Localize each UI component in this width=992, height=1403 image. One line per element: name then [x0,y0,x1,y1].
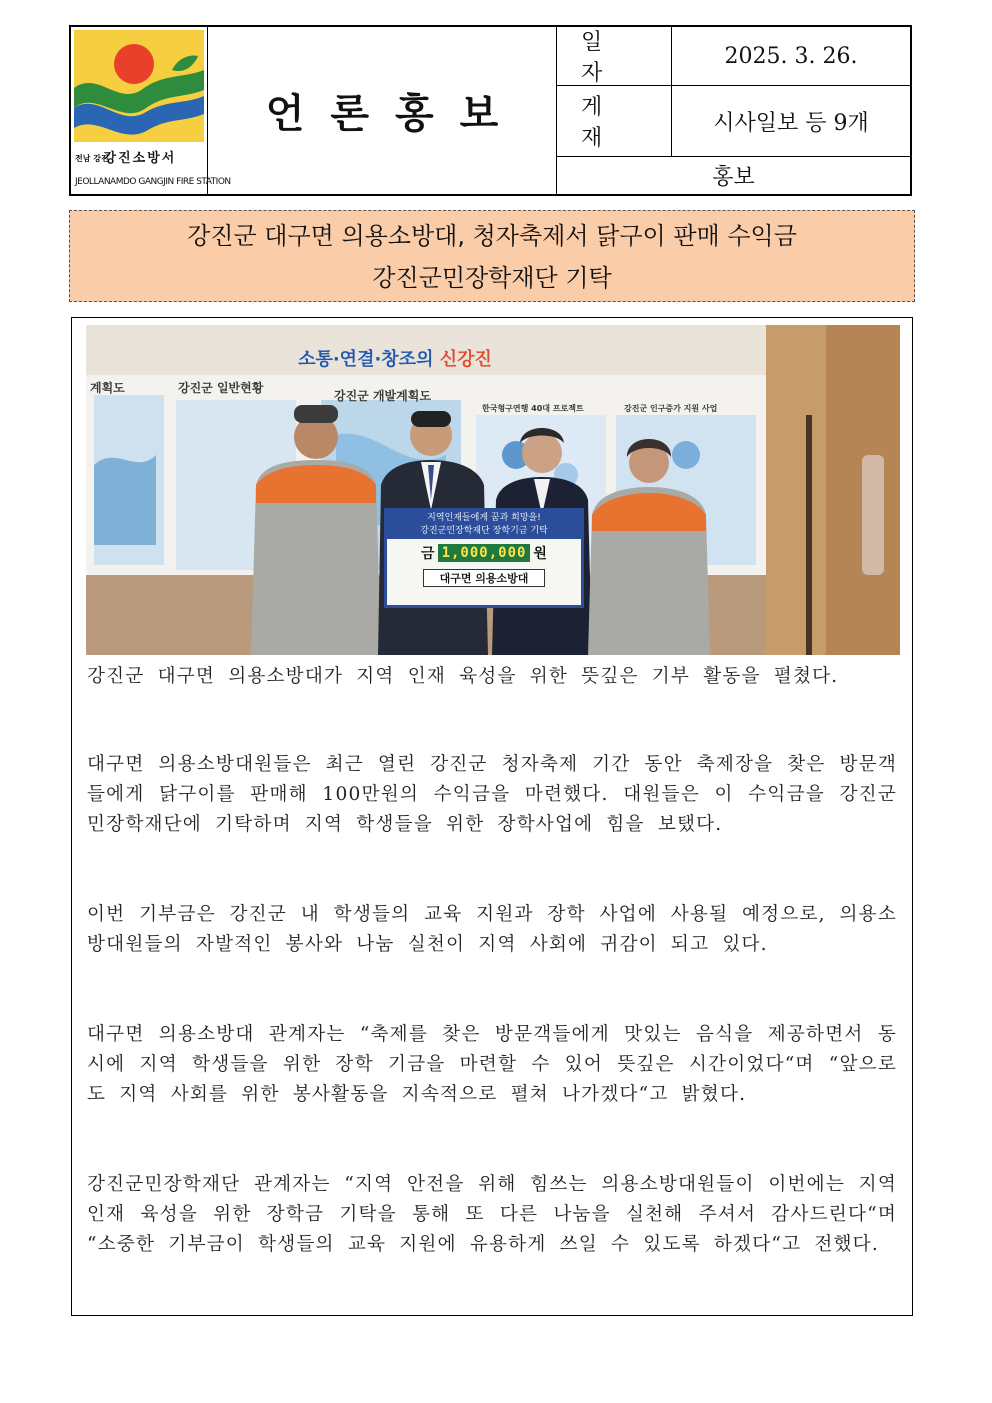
category-value: 홍보 [712,165,755,190]
headline-line2: 강진군민장학재단 기탁 [372,264,612,292]
header-table [69,25,912,196]
article-paragraph: 대구면 의용소방대원들은 최근 열린 강진군 청자축제 기간 동안 축제장을 찾은 방문객들에게 닭구이를 판매해 100만원의 수익금을 마련했다. 대원들은 이 수익금을 강진군민장학재단에 기탁하며 지역 학생들을 위한 장학사업에 힘을 보탰다. [87,754,897,835]
wall-label: 한국형구연행 40대 프로젝트 [482,404,584,413]
wall-label: 강진군 일반현황 [178,381,264,395]
sign-org: 대구면 의용소방대 [423,569,545,587]
info-cell [557,27,910,194]
sign-unit: 원 [533,546,547,562]
wall-title-main: 소통·연결·창조의 [298,349,434,370]
logo-cell [71,27,231,194]
article-paragraph: 강진군민장학재단 관계자는 “지역 안전을 위해 힘쓰는 의용소방대원들이 이번에는 지역 인재 육성을 위한 장학금 기탁을 통해 또 다른 나눔을 실천해 주셔서 감사드린다“며 “소중한 기부금이 학생들의 교육 지원에 유용하게 쓰일 수 있도록 하겠다“고 전했다. [87,1174,897,1255]
media-value: 시사일보 등 9개 [713,110,869,136]
logo-name-text: 강진소방서 [103,151,177,166]
headline-banner [69,210,915,302]
logo-org-name [75,147,176,166]
wall-label: 계획도 [90,381,125,395]
sign-line2: 강진군민장학재단 장학기금 기탁 [420,526,548,536]
article-paragraph: 대구면 의용소방대 관계자는 “축제를 찾은 방문객들에게 맛있는 음식을 제공하면서 동시에 지역 학생들을 위한 장학 기금을 마련할 수 있어 뜻깊은 시간이었다“며 “앞으로도 지역 사회를 위한 봉사활동을 지속적으로 펼쳐 나가겠다“고 밝혔다. [87,1024,897,1105]
sign-line1: 지역인재들에게 꿈과 희망을! [427,513,541,523]
sign-amount-row [387,543,581,563]
article-paragraph: 이번 기부금은 강진군 내 학생들의 교육 지원과 장학 사업에 사용될 예정으로, 의용소방대원들의 자발적인 봉사와 나눔 실천이 지역 사회에 귀감이 되고 있다. [87,904,897,955]
sign-header [387,511,581,539]
doc-title: 언론홍보 [265,90,525,137]
wall-title-accent: 신강진 [439,349,492,370]
date-value: 2025. 3. 26. [724,43,858,69]
wall-label: 강진군 개발계획도 [334,389,431,403]
logo-emblem-icon [74,30,204,142]
media-row [557,86,910,157]
date-label: 일자 [557,27,672,85]
media-label: 게재 [557,86,672,156]
article-paragraph: 강진군 대구면 의용소방대가 지역 인재 육성을 위한 뜻깊은 기부 활동을 펼쳤다. [87,666,839,687]
sign-amount: 1,000,000 [438,544,531,562]
headline-line1: 강진군 대구면 의용소방대, 청자축제서 닭구이 판매 수익금 [187,222,797,250]
wall-label: 강진군 인구증가 지원 사업 [624,404,718,413]
logo-prefix: 전남 강진 [75,153,109,163]
logo-english: JEOLLANAMDO GANGJIN FIRE STATION [75,177,231,187]
date-row [557,27,910,86]
wall-title [280,345,510,375]
sign-prefix: 금 [421,546,435,562]
title-cell [208,27,557,194]
fire-station-logo [74,30,204,142]
donation-sign [384,508,584,608]
